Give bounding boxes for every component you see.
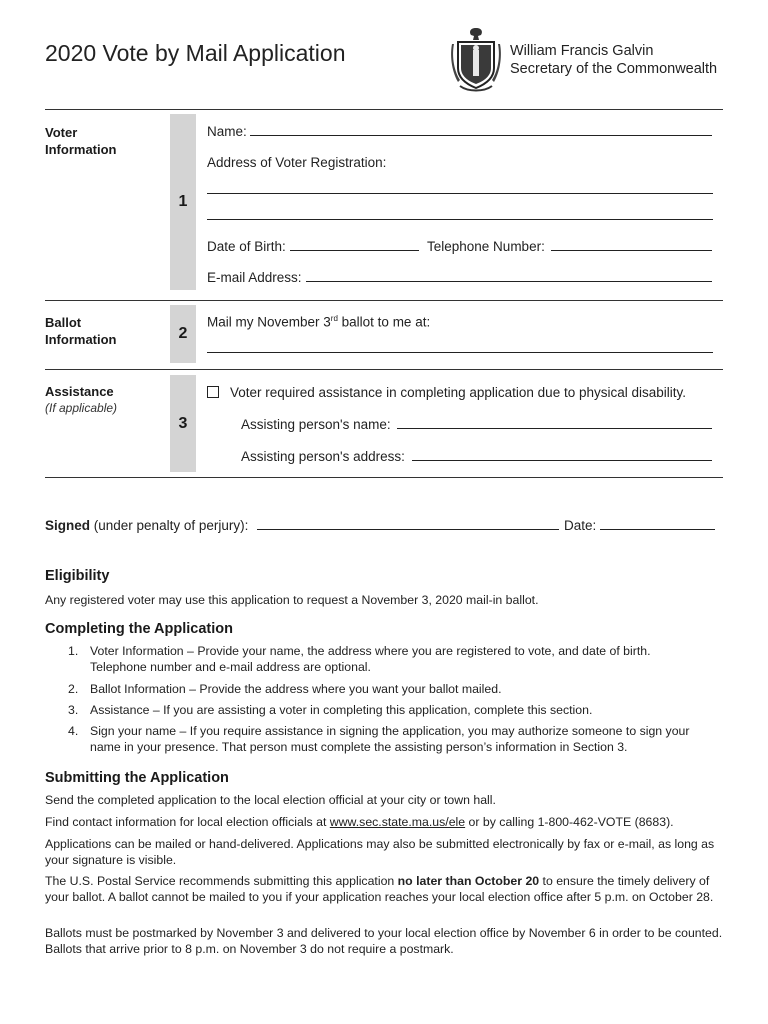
mail-ballot-label-text: Mail my November 3	[207, 314, 331, 330]
assisting-address-field[interactable]	[412, 460, 712, 461]
submitting-p5: Ballots must be postmarked by November 3 and delivered to your local election office by November 6 in order to be counted. Ballots that arrive prior to 8 p.m. on November 3 do not require a postmark.	[45, 926, 723, 956]
list-item: Sign your name – If you require assistance in signing the application, you may authorize someone to sign your name in your presence. That person must complete the assisting person’s information in Section 3.	[90, 724, 690, 754]
date-field[interactable]	[600, 529, 715, 530]
official-name: William Francis Galvin	[510, 43, 654, 59]
completing-heading: Completing the Application	[45, 621, 233, 637]
address-field-line-2[interactable]	[207, 219, 713, 220]
dob-field[interactable]	[290, 250, 419, 251]
massachusetts-seal-icon	[450, 24, 502, 94]
submitting-p4-text: to ensure the timely delivery of your ballot. A ballot cannot be mailed to you if your application reaches your local election office after 5 p.m. on October 28.	[45, 874, 714, 904]
section-ballot-information-label	[45, 314, 117, 348]
divider	[45, 109, 723, 110]
signature-field[interactable]	[257, 529, 559, 530]
submitting-p2-text: Find contact information for local election officials at	[45, 815, 330, 829]
section-label-line: Assistance	[45, 384, 114, 399]
submitting-p3: Applications can be mailed or hand-delivered. Applications may also be submitted electronically by fax or e-mail, as long as your signature is visible.	[45, 837, 715, 867]
assisting-address-label: Assisting person's address:	[241, 449, 405, 464]
assisting-name-label: Assisting person's name:	[241, 417, 391, 432]
section-voter-information-label	[45, 124, 117, 158]
address-field-line-1[interactable]	[207, 193, 713, 194]
mailing-address-field[interactable]	[207, 352, 713, 353]
eligibility-heading: Eligibility	[45, 568, 110, 584]
mail-ballot-label	[207, 314, 430, 330]
address-label: Address of Voter Registration:	[207, 155, 387, 170]
list-item: Assistance – If you are assisting a voter in completing this application, complete this section.	[90, 703, 593, 717]
submitting-p4	[45, 874, 725, 905]
assistance-checkbox-label: Voter required assistance in completing application due to physical disability.	[230, 385, 687, 400]
list-item: Voter Information – Provide your name, the address where you are registered to vote, and date of birth. Telephone number and e-mail address are optional.	[90, 644, 651, 674]
list-item-number: 4.	[68, 724, 79, 738]
section-sublabel: (If applicable)	[45, 401, 118, 415]
official-title: Secretary of the Commonwealth	[510, 61, 718, 77]
section-label-line: Information	[45, 142, 117, 157]
submitting-p4-deadline: no later than October 20	[397, 874, 540, 888]
eligibility-text: Any registered voter may use this application to request a November 3, 2020 mail-in ballot.	[45, 593, 539, 607]
signed-rest: (under penalty of perjury):	[90, 518, 249, 533]
section-number-1: 1	[170, 114, 196, 290]
list-item-number: 3.	[68, 703, 79, 717]
dob-label: Date of Birth:	[207, 239, 286, 254]
divider	[45, 369, 723, 370]
submitting-heading: Submitting the Application	[45, 770, 229, 786]
official-block	[510, 42, 717, 78]
mail-ballot-label-sup: rd	[330, 314, 338, 323]
page-title: 2020 Vote by Mail Application	[45, 40, 346, 66]
submitting-p1: Send the completed application to the local election official at your city or town hall.	[45, 793, 496, 807]
email-field[interactable]	[306, 281, 712, 282]
phone-label: Telephone Number:	[427, 239, 545, 254]
phone-field[interactable]	[551, 250, 712, 251]
email-label: E-mail Address:	[207, 270, 302, 285]
signature-label	[45, 518, 248, 533]
section-label-line: Ballot	[45, 315, 82, 330]
section-number-2: 2	[170, 305, 196, 363]
date-label: Date:	[564, 518, 597, 533]
submitting-p4-text: The U.S. Postal Service recommends submitting this application	[45, 874, 398, 888]
submitting-p2-text: or by calling 1-800-462-VOTE (8683).	[465, 815, 674, 829]
signed-bold: Signed	[45, 518, 91, 533]
section-label-line: Information	[45, 332, 117, 347]
section-number-3: 3	[170, 375, 196, 472]
mail-ballot-label-text: ballot to me at:	[337, 314, 431, 330]
list-item: Ballot Information – Provide the address where you want your ballot mailed.	[90, 682, 502, 696]
list-item-number: 1.	[68, 644, 79, 658]
divider	[45, 300, 723, 301]
assisting-name-field[interactable]	[397, 428, 712, 429]
name-field[interactable]	[250, 135, 712, 136]
submitting-p2	[45, 815, 725, 831]
election-officials-link[interactable]: www.sec.state.ma.us/ele	[329, 815, 466, 829]
section-assistance-label	[45, 383, 117, 417]
name-label: Name:	[207, 124, 247, 139]
divider	[45, 477, 723, 478]
list-item-number: 2.	[68, 682, 79, 696]
section-label-line: Voter	[45, 125, 78, 140]
assistance-checkbox[interactable]	[207, 386, 219, 398]
